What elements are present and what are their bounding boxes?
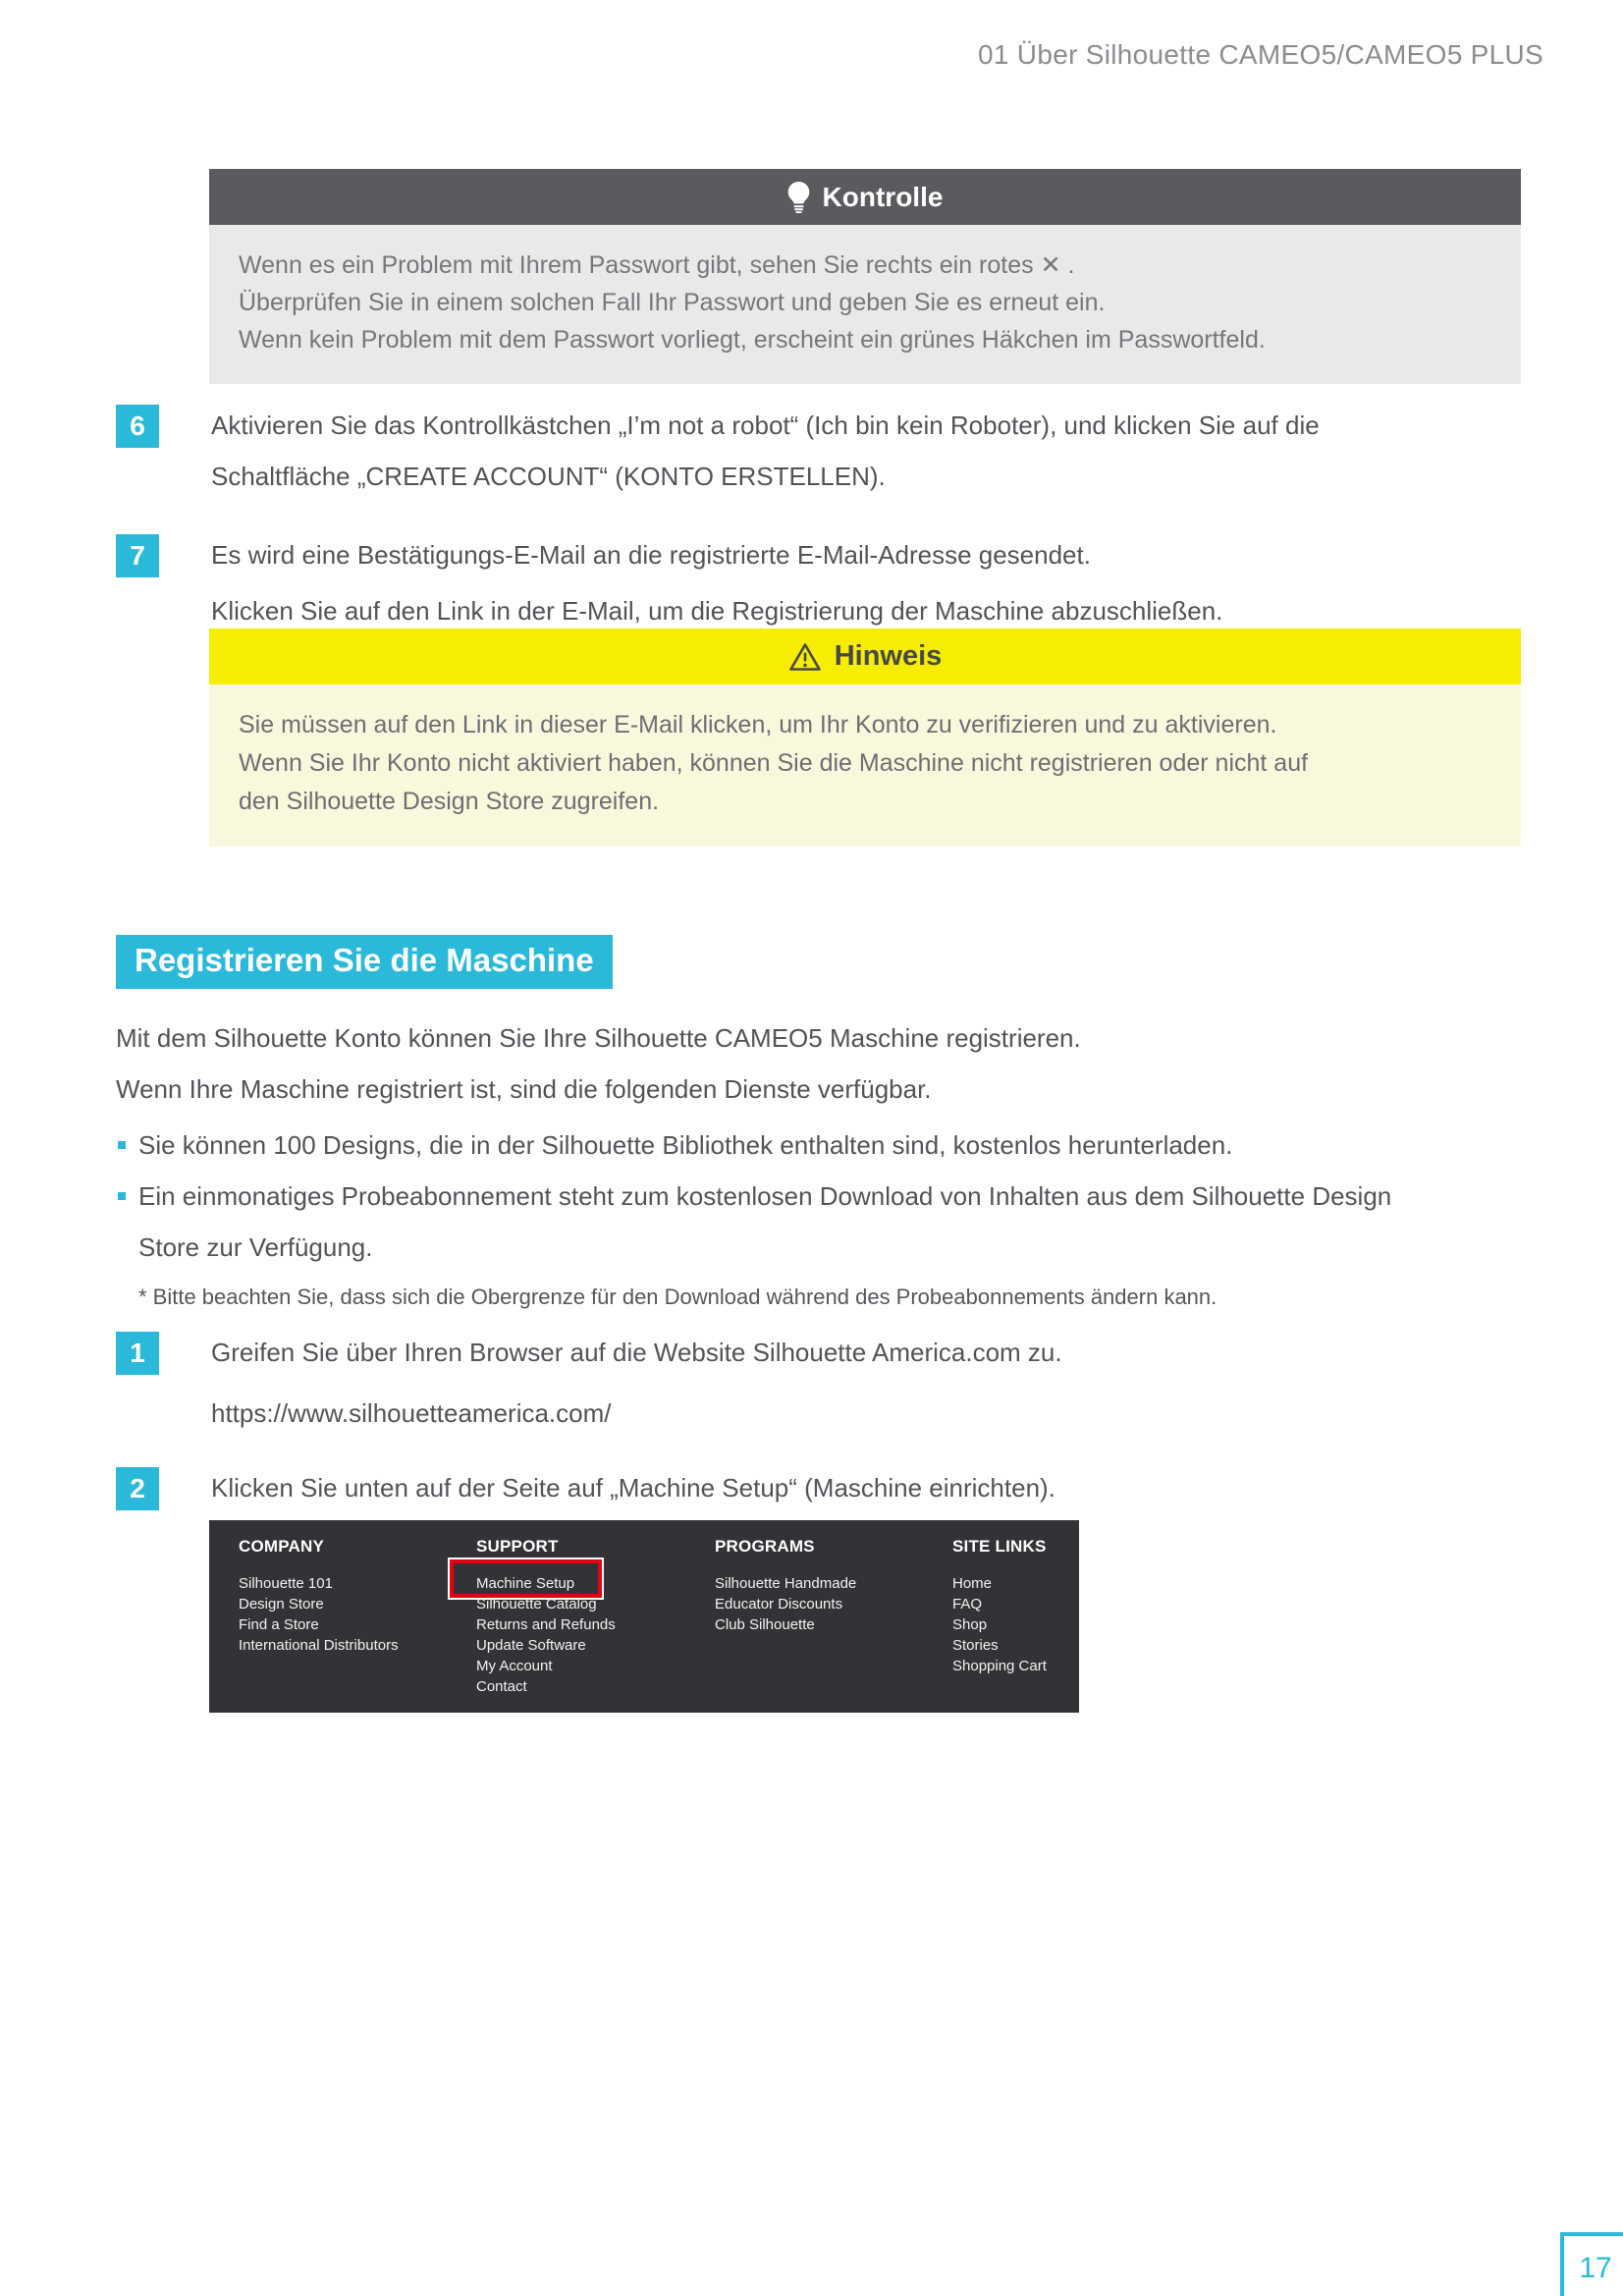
hinweis-line: den Silhouette Design Store zugreifen. xyxy=(239,788,660,815)
footer-link: Update Software xyxy=(476,1637,586,1654)
step-2-text xyxy=(211,1473,1055,1503)
footer-link: Silhouette Catalog xyxy=(476,1596,597,1613)
kontrolle-title: Kontrolle xyxy=(822,181,944,212)
step-7-text xyxy=(211,540,1091,570)
kontrolle-body xyxy=(209,225,1521,384)
url-text[interactable]: https://www.silhouetteamerica.com/ xyxy=(211,1398,612,1428)
step-number: 2 xyxy=(130,1473,145,1503)
bullet-icon xyxy=(118,1141,126,1149)
footer-column-header: SUPPORT xyxy=(476,1537,559,1556)
list-item xyxy=(118,1171,1391,1273)
page-number xyxy=(1560,2232,1623,2296)
footer-column-site-links xyxy=(952,1537,1047,1676)
hinweis-box xyxy=(209,629,1521,847)
step-number: 1 xyxy=(130,1338,145,1368)
step-number: 6 xyxy=(130,410,145,441)
bullet-icon xyxy=(118,1192,126,1200)
hinweis-line: Sie müssen auf den Link in dieser E-Mail klicken, um Ihr Konto zu verifizieren und zu aktivieren. xyxy=(239,711,1277,738)
footer-column-header: COMPANY xyxy=(239,1537,325,1556)
footer-link: International Distributors xyxy=(239,1637,399,1654)
hinweis-body xyxy=(209,684,1521,847)
footer-link: Contact xyxy=(476,1678,527,1695)
footer-link: Returns and Refunds xyxy=(476,1616,616,1633)
footer-column-header: SITE LINKS xyxy=(952,1537,1047,1556)
bullet-2-line-1: Ein einmonatiges Probeabonnement steht zum kostenlosen Download von Inhalten aus dem Silhouette Design xyxy=(138,1181,1392,1211)
footer-link: Home xyxy=(952,1575,993,1592)
page-number-value: 17 xyxy=(1579,2251,1612,2284)
step-number: 7 xyxy=(130,540,145,571)
step-number-badge-2 xyxy=(116,1467,159,1510)
bullet-1-text: Sie können 100 Designs, die in der Silhouette Bibliothek enthalten sind, kostenlos herunterladen. xyxy=(138,1130,1233,1160)
hinweis-line: Wenn Sie Ihr Konto nicht aktiviert haben, können Sie die Maschine nicht registrieren oder nicht auf xyxy=(239,749,1309,777)
hinweis-header-bar xyxy=(209,629,1521,684)
step-7-line-2: Klicken Sie auf den Link in der E-Mail, um die Registrierung der Maschine abzuschließen. xyxy=(211,596,1223,626)
trial-note: * Bitte beachten Sie, dass sich die Obergrenze für den Download während des Probeabonnements ändern kann. xyxy=(138,1285,1217,1309)
footer-link: Silhouette Handmade xyxy=(715,1575,857,1592)
kontrolle-line: Wenn es ein Problem mit Ihrem Passwort gibt, sehen Sie rechts ein rotes ✕ . xyxy=(239,251,1075,279)
footer-link: Stories xyxy=(952,1637,999,1654)
footer-column-programs xyxy=(715,1537,856,1635)
step-6-line-2: Schaltfläche „CREATE ACCOUNT“ (KONTO ERSTELLEN). xyxy=(211,462,886,491)
footer-link: Find a Store xyxy=(239,1616,319,1633)
intro-paragraph-2: Wenn Ihre Maschine registriert ist, sind die folgenden Dienste verfügbar. xyxy=(116,1074,932,1104)
machine-setup-highlight-box xyxy=(450,1559,602,1598)
footer-column-company xyxy=(239,1537,399,1656)
website-url[interactable] xyxy=(211,1398,612,1428)
bullet-2-line-2: Store zur Verfügung. xyxy=(138,1232,373,1262)
kontrolle-line: Wenn kein Problem mit dem Passwort vorliegt, erscheint ein grünes Häkchen im Passwortfeld. xyxy=(239,326,1266,354)
kontrolle-header-bar xyxy=(209,169,1521,225)
footer-link: Design Store xyxy=(239,1596,324,1613)
step-number-badge-7 xyxy=(116,534,159,577)
footer-link-machine-setup: Machine Setup xyxy=(476,1575,575,1592)
kontrolle-line: Überprüfen Sie in einem solchen Fall Ihr Passwort und geben Sie es erneut ein. xyxy=(239,289,1106,316)
step-7-extra-text xyxy=(211,596,1222,626)
benefits-list xyxy=(118,1120,1391,1310)
kontrolle-box xyxy=(209,169,1521,384)
step-number-badge-1 xyxy=(116,1332,159,1375)
intro-paragraph-1: Mit dem Silhouette Konto können Sie Ihre Silhouette CAMEO5 Maschine registrieren. xyxy=(116,1023,1081,1053)
bullet-2-text xyxy=(138,1171,1391,1273)
footer-column-header: PROGRAMS xyxy=(715,1537,815,1556)
step-1-line: Greifen Sie über Ihren Browser auf die Website Silhouette America.com zu. xyxy=(211,1338,1062,1367)
footer-link: Club Silhouette xyxy=(715,1616,815,1633)
step-6-line-1: Aktivieren Sie das Kontrollkästchen „I’m not a robot“ (Ich bin kein Roboter), und klicken Sie auf die xyxy=(211,410,1320,440)
step-1-text xyxy=(211,1338,1062,1367)
step-number-badge-6 xyxy=(116,405,159,448)
footer-link: My Account xyxy=(476,1658,553,1674)
footer-link: FAQ xyxy=(952,1596,983,1613)
step-7-line-1: Es wird eine Bestätigungs-E-Mail an die registrierte E-Mail-Adresse gesendet. xyxy=(211,540,1091,570)
list-item xyxy=(118,1120,1391,1171)
footer-link: Shop xyxy=(952,1616,988,1633)
website-footer-screenshot xyxy=(209,1520,1079,1713)
section-title-register-machine: Registrieren Sie die Maschine xyxy=(116,935,613,989)
hinweis-title: Hinweis xyxy=(834,640,943,672)
footer-link: Silhouette 101 xyxy=(239,1575,333,1592)
lightbulb-icon xyxy=(787,182,810,213)
footer-link: Educator Discounts xyxy=(715,1596,843,1613)
page-header: 01 Über Silhouette CAMEO5/CAMEO5 PLUS xyxy=(977,39,1543,70)
warning-icon xyxy=(788,642,822,672)
step-2-line: Klicken Sie unten auf der Seite auf „Machine Setup“ (Maschine einrichten). xyxy=(211,1473,1055,1503)
step-6-text xyxy=(211,410,1320,491)
footer-link: Shopping Cart xyxy=(952,1658,1047,1674)
